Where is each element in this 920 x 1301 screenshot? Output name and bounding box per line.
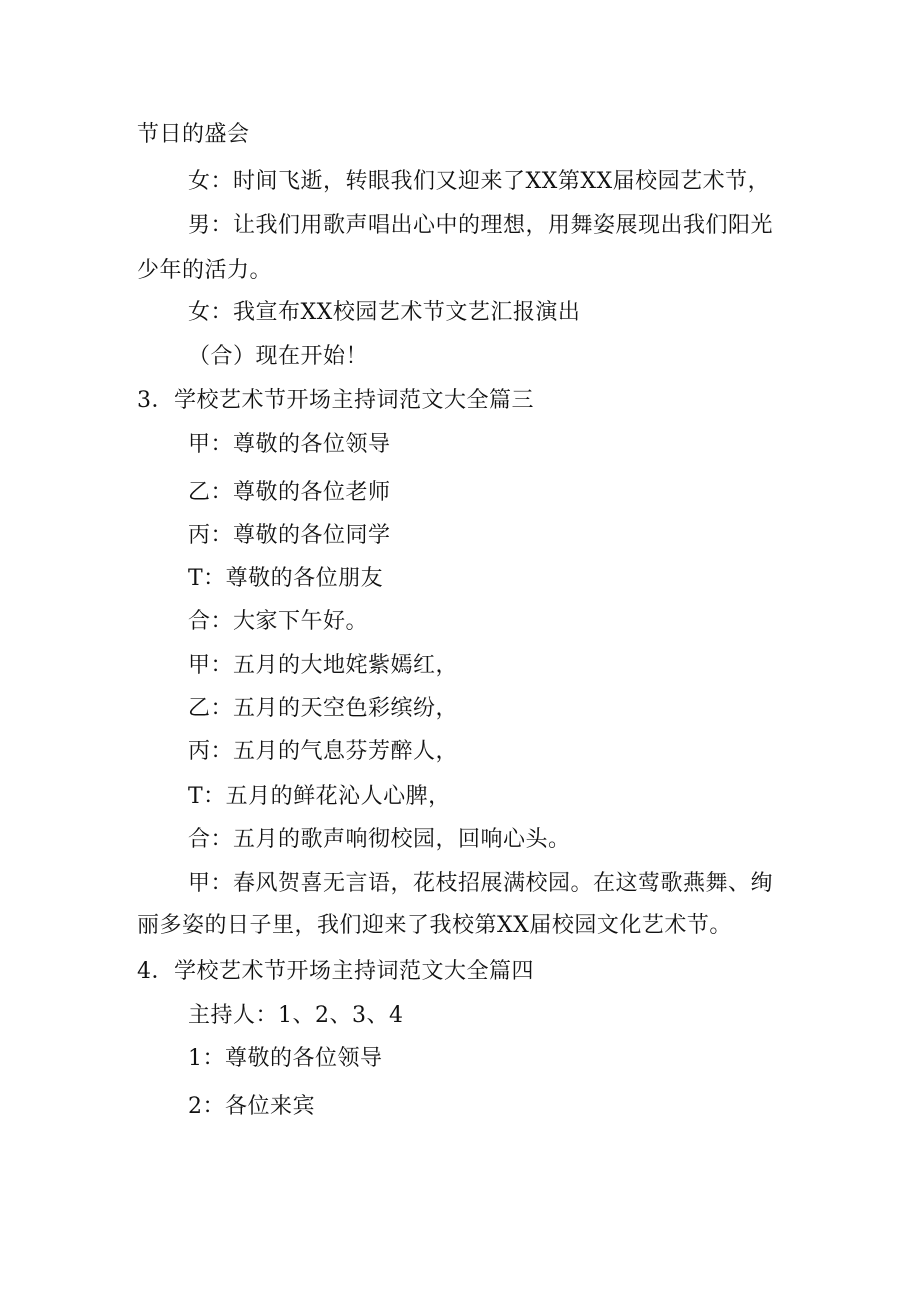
text-line-t-may-flowers: T：五月的鲜花沁人心脾， <box>188 784 451 809</box>
text-line-festival-gathering: 节日的盛会 <box>137 122 250 147</box>
text-line-jia-may-earth: 甲：五月的大地姹紫嫣红， <box>188 653 459 678</box>
text-line-yi-may-sky: 乙：五月的天空色彩缤纷， <box>188 696 459 721</box>
text-line-t-friends: T：尊敬的各位朋友 <box>188 566 384 591</box>
text-line-together-begin: （合）现在开始！ <box>188 344 369 369</box>
section-heading-part-three: 3．学校艺术节开场主持词范文大全篇三 <box>137 388 534 413</box>
text-line-jia-spring-wind: 甲：春风贺喜无言语，花枝招展满校园。在这莺歌燕舞、绚 <box>188 871 774 896</box>
text-line-yi-teachers: 乙：尊敬的各位老师 <box>188 480 391 505</box>
text-line-two-guests: 2：各位来宾 <box>188 1094 315 1119</box>
section-heading-part-four: 4．学校艺术节开场主持词范文大全篇四 <box>137 959 534 984</box>
text-line-festival-welcome: 丽多姿的日子里，我们迎来了我校第XX届校园文化艺术节。 <box>137 913 732 938</box>
text-line-one-leaders: 1：尊敬的各位领导 <box>188 1046 383 1071</box>
text-line-male-sing-ideals: 男：让我们用歌声唱出心中的理想，用舞姿展现出我们阳光 <box>188 213 774 238</box>
text-line-jia-leaders: 甲：尊敬的各位领导 <box>188 432 391 457</box>
text-line-together-may-songs: 合：五月的歌声响彻校园，回响心头。 <box>188 827 571 852</box>
text-line-bing-may-breath: 丙：五月的气息芬芳醉人， <box>188 739 459 764</box>
text-line-female-time-flies: 女：时间飞逝，转眼我们又迎来了XX第XX届校园艺术节， <box>188 169 771 194</box>
text-line-hosts: 主持人：1、2、3、4 <box>188 1003 404 1028</box>
text-line-youth-vitality: 少年的活力。 <box>137 258 273 283</box>
text-line-female-announce: 女：我宣布XX校园艺术节文艺汇报演出 <box>188 300 581 325</box>
text-line-bing-students: 丙：尊敬的各位同学 <box>188 523 391 548</box>
text-line-together-good-afternoon: 合：大家下午好。 <box>188 609 369 634</box>
